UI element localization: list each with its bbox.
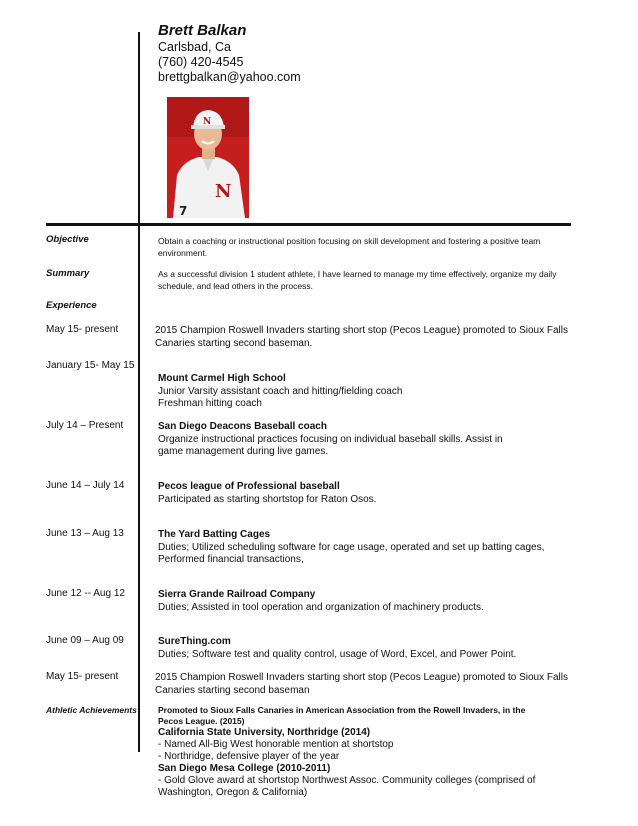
- entry-title: Pecos league of Professional baseball: [158, 481, 340, 492]
- entry-date: January 15- May 15: [46, 360, 135, 371]
- entry-line: Junior Varsity assistant coach and hitting/fielding coach: [158, 386, 403, 397]
- svg-text:N: N: [215, 181, 232, 202]
- athletic-line: - Northridge, defensive player of the year: [158, 751, 340, 762]
- horizontal-divider: [46, 223, 571, 226]
- entry-date: May 15- present: [46, 324, 119, 335]
- vertical-divider: [138, 32, 140, 752]
- athletic-line: Promoted to Sioux Falls Canaries in American Association from the Rowell Invaders, in the: [158, 705, 526, 715]
- entry-line: game management during live games.: [158, 446, 329, 457]
- athletic-school: San Diego Mesa College (2010-2011): [158, 763, 331, 774]
- entry-line: Canaries starting second baseman: [155, 685, 310, 696]
- svg-text:7: 7: [179, 204, 188, 218]
- entry-line: Duties; Software test and quality control, usage of Word, Excel, and Power Point.: [158, 649, 517, 660]
- athletic-school: California State University, Northridge (2014): [158, 727, 371, 738]
- athletic-line: - Named All-Big West honorable mention at shortstop: [158, 739, 394, 750]
- athletic-line: Pecos League. (2015): [158, 716, 245, 726]
- entry-date: June 12 -- Aug 12: [46, 588, 125, 599]
- entry-date: June 14 – July 14: [46, 480, 125, 491]
- objective-label: Objective: [46, 234, 89, 245]
- entry-title: The Yard Batting Cages: [158, 529, 271, 540]
- entry-line: Canaries starting second baseman.: [155, 338, 313, 349]
- entry-line: Performed financial transactions,: [158, 554, 304, 565]
- entry-line: 2015 Champion Roswell Invaders starting short stop (Pecos League) promoted to Sioux Falls: [155, 672, 568, 683]
- summary-text: As a successful division 1 student athlete, I have learned to manage my time effectively, organize my daily schedule, and lead others in the process.: [158, 269, 557, 291]
- entry-date: July 14 – Present: [46, 420, 124, 431]
- athletic-line: - Gold Glove award at shortstop Northwest Assoc. Community colleges (comprised of: [158, 775, 536, 786]
- applicant-name: Brett Balkan: [158, 22, 247, 39]
- entry-title: Mount Carmel High School: [158, 373, 286, 384]
- entry-date: June 13 – Aug 13: [46, 528, 124, 539]
- entry-line: Duties; Utilized scheduling software for cage usage, operated and set up batting cages,: [158, 542, 545, 553]
- entry-line: Freshman hitting coach: [158, 398, 262, 409]
- entry-title: San Diego Deacons Baseball coach: [158, 421, 327, 432]
- entry-line: Organize instructional practices focusing on individual baseball skills. Assist in: [158, 434, 503, 445]
- athletic-line: Washington, Oregon & California): [158, 787, 308, 798]
- entry-title: Sierra Grande Railroad Company: [158, 589, 316, 600]
- entry-title: SureThing.com: [158, 636, 231, 647]
- entry-line: Participated as starting shortstop for Raton Osos.: [158, 494, 377, 505]
- profile-photo: [167, 97, 249, 218]
- contact-city: Carlsbad, Ca: [158, 40, 231, 54]
- athletic-label: Athletic Achievements: [46, 705, 137, 715]
- svg-text:N: N: [203, 117, 212, 127]
- contact-email: brettgbalkan@yahoo.com: [158, 70, 301, 84]
- objective-text: Obtain a coaching or instructional position focusing on skill development and fostering a positive team environment.: [158, 236, 541, 258]
- entry-date: May 15- present: [46, 671, 119, 682]
- summary-label: Summary: [46, 268, 90, 279]
- entry-line: 2015 Champion Roswell Invaders starting short stop (Pecos League) promoted to Sioux Falls: [155, 325, 568, 336]
- experience-label: Experience: [46, 300, 97, 311]
- entry-line: Duties; Assisted in tool operation and organization of machinery products.: [158, 602, 484, 613]
- contact-phone: (760) 420-4545: [158, 55, 244, 69]
- entry-date: June 09 – Aug 09: [46, 635, 124, 646]
